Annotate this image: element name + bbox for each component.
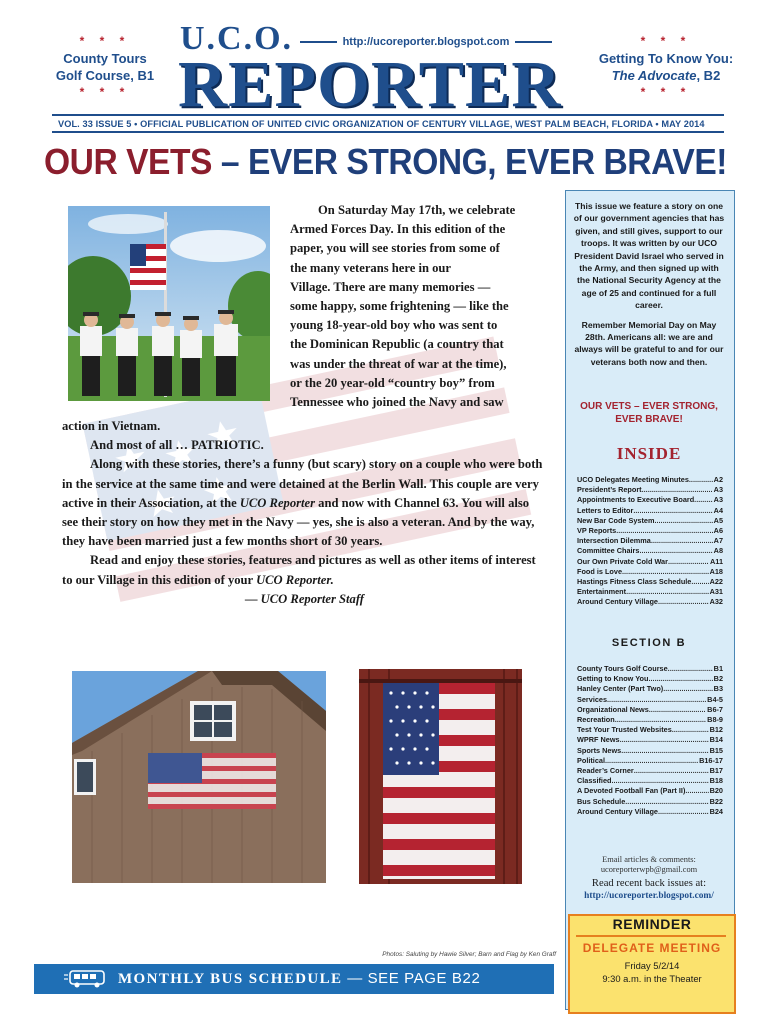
- toc-dots: [611, 776, 708, 786]
- toc-page: A7: [713, 536, 723, 546]
- toc-label: Intersection Dilemma: [577, 536, 651, 546]
- toc-item[interactable]: [577, 495, 723, 505]
- toc-item[interactable]: [577, 597, 723, 607]
- toc-label: Entertainment: [577, 587, 627, 597]
- article-text: and now with Channel 63. You will also see their story on how they met in the Navy — yes, she is also a veteran. And by the way, they have been married just a few months short of 30 years.: [62, 495, 535, 549]
- toc-label: Bus Schedule: [577, 796, 626, 806]
- barn-flag-photo: [72, 671, 326, 883]
- toc-dots: [620, 735, 709, 745]
- toc-page: A22: [709, 577, 723, 587]
- section-b-toc: [577, 664, 723, 817]
- article-line: was under the threat of war at the time),: [290, 356, 507, 371]
- toc-label: County Tours Golf Course: [577, 664, 668, 673]
- stars-bottom-right: * * *: [640, 85, 692, 99]
- toc-page: A4: [713, 505, 723, 515]
- toc-label: Getting to Know You: [577, 674, 649, 684]
- stars-top-right: * * *: [640, 34, 692, 48]
- toc-label: VP Reports: [577, 526, 617, 536]
- toc-item[interactable]: [577, 776, 723, 786]
- article-emphasis: UCO Reporter: [239, 495, 316, 510]
- toc-dots: [654, 516, 712, 526]
- article-line: the Dominican Republic (a country that: [290, 337, 504, 352]
- toc-dots: [663, 684, 712, 694]
- bus-schedule-label: MONTHLY BUS SCHEDULE: [118, 971, 343, 987]
- url-rule-left: [300, 41, 337, 43]
- right-teaser-title: The Advocate: [611, 68, 697, 83]
- email-address[interactable]: ucoreporterwpb@gmail.com: [600, 865, 698, 874]
- toc-page: A11: [710, 556, 723, 566]
- right-teaser-line1: Getting To Know You:: [598, 51, 734, 66]
- toc-label: Appointments to Executive Board: [577, 495, 695, 505]
- toc-page: A32: [709, 597, 723, 607]
- article-line: the many veterans here in our: [290, 260, 452, 275]
- article-full-width: [62, 417, 546, 609]
- sidebar-intro-p2: Remember Memorial Day on May 28th. Americans all: we are and always will be grateful to and for our veterans both now and then.: [574, 319, 724, 367]
- inside-toc: [577, 475, 723, 608]
- toc-dots: [648, 674, 712, 684]
- toc-dots: [672, 725, 709, 735]
- toc-item[interactable]: [577, 695, 723, 705]
- article-emphasis: UCO Reporter.: [256, 572, 334, 587]
- toc-label: Hanley Center (Part Two): [577, 684, 664, 694]
- toc-dots: [651, 536, 713, 546]
- toc-dots: [658, 597, 709, 607]
- toc-page: B2: [713, 674, 723, 684]
- toc-label: Our Own Private Cold War: [577, 556, 668, 566]
- url-rule-right: [515, 41, 552, 43]
- toc-item[interactable]: [577, 684, 723, 694]
- toc-page: B4-5: [707, 694, 723, 704]
- reminder-rule: [576, 935, 726, 937]
- volume-bar: VOL. 33 ISSUE 5 • OFFICIAL PUBLICATION OF UNITED CIVIC ORGANIZATION OF CENTURY VILLAGE, WEST PALM BEACH, FLORIDA • MAY 2014: [52, 114, 724, 133]
- toc-label: Food is Love: [577, 566, 622, 576]
- toc-page: A3: [713, 495, 723, 505]
- toc-item[interactable]: [577, 674, 723, 684]
- toc-item[interactable]: [577, 705, 723, 715]
- article-paragraph: [62, 455, 546, 551]
- toc-page: A8: [713, 546, 723, 556]
- toc-item[interactable]: [577, 587, 723, 597]
- bus-schedule-text[interactable]: [118, 970, 480, 988]
- toc-page: B20: [709, 786, 723, 796]
- toc-label: Letters to Editor: [577, 505, 634, 515]
- toc-item[interactable]: [577, 526, 723, 536]
- right-teaser[interactable]: [598, 33, 734, 101]
- toc-dots: [694, 495, 713, 505]
- toc-page: A18: [709, 566, 723, 576]
- reminder-date: Friday 5/2/14: [624, 960, 680, 971]
- toc-item[interactable]: [577, 506, 723, 516]
- toc-label: Organizational News: [577, 704, 649, 714]
- toc-label: Around Century Village: [577, 806, 658, 816]
- left-teaser-line2: Golf Course, B1: [55, 68, 155, 83]
- toc-item[interactable]: [577, 807, 723, 817]
- article-line: young 18-year-old boy who was sent to: [290, 318, 498, 333]
- toc-dots: [633, 506, 712, 516]
- toc-page: B15: [709, 745, 723, 755]
- toc-dots: [616, 526, 712, 536]
- toc-label: Political: [577, 755, 605, 765]
- toc-item[interactable]: [577, 546, 723, 556]
- toc-dots: [649, 705, 706, 715]
- article-text: Read and enjoy these stories, features and pictures as well as other items of interest to our Village in this edition of your: [62, 553, 536, 587]
- toc-page: B16-17: [699, 755, 723, 765]
- masthead-reporter: REPORTER: [178, 48, 562, 121]
- toc-item[interactable]: [577, 485, 723, 495]
- toc-page: B17: [709, 766, 723, 776]
- toc-dots: [668, 664, 713, 674]
- article-text: Along with these stories, there’s a funny (but scary) story on a couple who were both in the service at the same time and were detained at the Berlin Wall. This couple are very active in their Association, at the: [62, 457, 543, 510]
- toc-page: A6: [713, 526, 723, 536]
- bus-schedule-page: — SEE PAGE B22: [342, 970, 481, 987]
- email-label: Email articles & comments:: [602, 855, 696, 864]
- toc-page: B8-9: [707, 715, 723, 725]
- reminder-subtitle: DELEGATE MEETING: [582, 941, 722, 955]
- article-paragraph: And most of all … PATRIOTIC.: [90, 438, 264, 453]
- article-line: On Saturday May 17th, we celebrate: [318, 203, 516, 217]
- toc-dots: [685, 786, 708, 796]
- reminder-time-place: 9:30 a.m. in the Theater: [602, 973, 702, 984]
- masthead-uco: U.C.O.: [180, 20, 294, 57]
- email-block: [565, 855, 733, 875]
- toc-item[interactable]: [577, 725, 723, 735]
- toc-dots: [621, 746, 708, 756]
- toc-dots: [691, 577, 708, 587]
- hanging-flag-photo: [359, 669, 522, 884]
- toc-dots: [625, 797, 708, 807]
- toc-item[interactable]: [577, 756, 723, 766]
- headline-blue: – EVER STRONG, EVER BRAVE!: [211, 141, 727, 182]
- toc-item[interactable]: [577, 735, 723, 745]
- article-line: Armed Forces Day. In this edition of the: [290, 222, 506, 237]
- toc-label: UCO Delegates Meeting Minutes: [577, 475, 689, 484]
- toc-page: A2: [713, 475, 723, 484]
- toc-item[interactable]: [577, 746, 723, 756]
- photo-credit: Photos: Saluting by Hawie Silver; Barn and Flag by Ken Graff: [382, 951, 556, 958]
- toc-dots: [615, 715, 706, 725]
- toc-item[interactable]: [577, 536, 723, 546]
- toc-label: Reader’s Corner: [577, 766, 634, 776]
- toc-page: B18: [709, 776, 723, 786]
- toc-label: President’s Report: [577, 485, 642, 495]
- article-line: some happy, some frightening — like the: [290, 299, 509, 314]
- headline: [44, 140, 727, 184]
- url-text[interactable]: http://ucoreporter.blogspot.com: [342, 36, 510, 48]
- toc-label: Recreation: [577, 715, 615, 725]
- toc-item[interactable]: [577, 786, 723, 796]
- back-issues-label: Read recent back issues at:: [591, 878, 707, 889]
- toc-label: Sports News: [577, 745, 622, 755]
- inside-heading: INSIDE: [616, 444, 682, 463]
- toc-page: A5: [713, 515, 723, 525]
- article-wrap-column: [290, 201, 548, 412]
- toc-page: B12: [709, 725, 723, 735]
- left-teaser[interactable]: [40, 33, 170, 101]
- toc-item[interactable]: [577, 516, 723, 526]
- toc-page: A3: [713, 485, 723, 495]
- toc-label: Services: [577, 694, 608, 704]
- sidebar-tagline: OUR VETS – EVER STRONG, EVER BRAVE!: [580, 401, 718, 425]
- toc-page: B14: [709, 735, 723, 745]
- toc-page: B6-7: [707, 704, 723, 714]
- saluting-veterans-photo: [68, 206, 270, 401]
- toc-dots: [605, 756, 698, 766]
- toc-page: A31: [709, 587, 723, 597]
- toc-label: New Bar Code System: [577, 515, 655, 525]
- toc-dots: [668, 557, 709, 567]
- back-issues-block: [565, 878, 733, 902]
- section-b-heading: SECTION B: [611, 637, 687, 649]
- toc-item[interactable]: [577, 797, 723, 807]
- toc-label: WPRF News: [577, 735, 620, 745]
- stars-bottom-left: * * *: [79, 85, 131, 99]
- sidebar-intro: [572, 200, 726, 368]
- bus-icon: [64, 969, 106, 989]
- toc-item[interactable]: [577, 557, 723, 567]
- toc-label: Test Your Trusted Websites: [577, 725, 672, 735]
- toc-label: Committee Chairs: [577, 546, 640, 556]
- toc-dots: [658, 807, 709, 817]
- toc-label: Hastings Fitness Class Schedule: [577, 577, 692, 587]
- toc-label: Classified: [577, 776, 612, 786]
- toc-item[interactable]: [577, 664, 723, 674]
- article-signoff: — UCO Reporter Staff: [244, 591, 364, 606]
- toc-item[interactable]: [577, 766, 723, 776]
- reminder-title: REMINDER: [612, 916, 692, 932]
- toc-page: B22: [709, 796, 723, 806]
- toc-dots: [689, 475, 713, 485]
- toc-label: A Devoted Football Fan (Part II): [577, 786, 686, 796]
- back-issues-link[interactable]: http://ucoreporter.blogspot.com/: [584, 891, 714, 901]
- article-line: Tennessee who joined the Navy and saw: [290, 395, 504, 410]
- right-teaser-page: , B2: [696, 68, 721, 83]
- sidebar-intro-p1: This issue we feature a story on one of our government agencies that has given, and still gives, support to our troops. It was written by our UCO President David Israel who served in the Army, and then signed up with the National Security Agency at the age of 25 and continued for a full career.: [573, 201, 725, 311]
- toc-page: B3: [713, 684, 723, 694]
- stars-top-left: * * *: [79, 34, 131, 48]
- toc-page: B1: [713, 664, 723, 673]
- left-teaser-line1: County Tours: [63, 51, 147, 66]
- toc-dots: [634, 766, 709, 776]
- article-paragraph: [62, 551, 546, 589]
- article-line: or the 20 year-old “country boy” from: [290, 375, 495, 390]
- article-line: Village. There are many memories —: [290, 279, 491, 294]
- toc-dots: [622, 567, 709, 577]
- toc-dots: [639, 546, 712, 556]
- article-line: action in Vietnam.: [62, 419, 161, 433]
- toc-dots: [642, 485, 713, 495]
- article-line: paper, you will see stories from some of: [290, 241, 500, 256]
- toc-item[interactable]: [577, 567, 723, 577]
- toc-item[interactable]: [577, 475, 723, 485]
- toc-label: Around Century Village: [577, 597, 658, 607]
- toc-item[interactable]: [577, 577, 723, 587]
- toc-dots: [607, 695, 706, 705]
- headline-red: OUR VETS: [44, 141, 212, 182]
- toc-dots: [626, 587, 709, 597]
- right-teaser-line2: [598, 67, 734, 84]
- toc-page: B24: [709, 806, 723, 816]
- toc-item[interactable]: [577, 715, 723, 725]
- masthead-url[interactable]: [300, 36, 552, 48]
